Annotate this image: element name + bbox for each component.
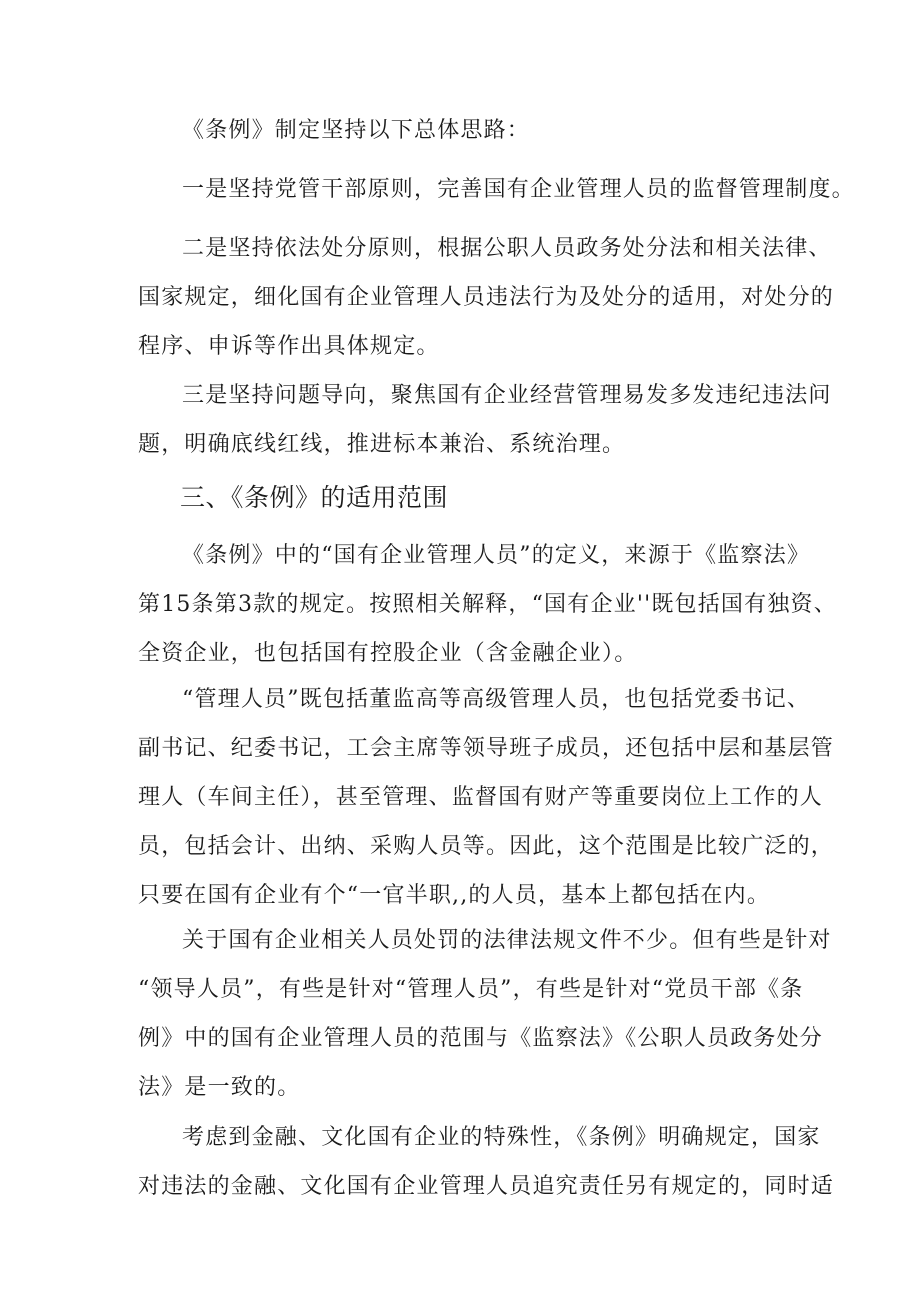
intro-paragraph [138,106,798,155]
text-line: 理人（车间主任），甚至管理、监督国有财产等重要岗位上工作的人 [138,785,824,810]
text-line: 关于国有企业相关人员处罚的法律法规文件不少。但有些是针对 [182,928,832,953]
text-line: 例》中的国有企业管理人员的范围与《监察法》《公职人员政务处分 [138,1026,824,1051]
principle-two-paragraph [138,224,835,371]
text-line: “管理人员”既包括董监高等高级管理人员，也包括党委书记、 [182,687,811,712]
management-personnel-paragraph [138,675,835,920]
principle-one-paragraph [138,165,855,214]
text-line: 第15条第3款的规定。按照相关解释，“国有企业''既包括国有独资、 [138,592,837,617]
scope-definition-paragraph [138,531,837,678]
text-line: 三是坚持问题导向，聚焦国有企业经营管理易发多发违纪违法问 [182,383,832,408]
text-line: 副书记、纪委书记，工会主席等领导班子成员，还包括中层和基层管 [138,736,835,761]
text-line: “领导人员”，有些是针对“管理人员”，有些是针对“党员干部《条 [138,977,804,1002]
text-line: 二是坚持依法处分原则，根据公职人员政务处分法和相关法律、 [182,236,832,261]
text-line: 全资企业，也包括国有控股企业（含金融企业）。 [138,641,638,666]
text-line: 《条例》中的“国有企业管理人员”的定义，来源于《监察法》 [182,543,811,568]
text-line: 只要在国有企业有个“一官半职,,的人员，基本上都包括在内。 [138,883,771,908]
text-line: 《条例》制定坚持以下总体思路： [182,118,531,143]
text-line: 考虑到金融、文化国有企业的特殊性，《条例》明确规定，国家 [182,1125,821,1150]
text-line: 对违法的金融、文化国有企业管理人员追究责任另有规定的，同时适 [138,1174,835,1199]
text-line: 国家规定，细化国有企业管理人员违法行为及处分的适用，对处分的 [138,285,835,310]
special-enterprises-paragraph [138,1113,835,1211]
text-line: 一是坚持党管干部原则，完善国有企业管理人员的监督管理制度。 [182,177,855,202]
regulations-paragraph [138,916,832,1112]
text-line: 员，包括会计、出纳、采购人员等。因此，这个范围是比较广泛的， [138,834,835,859]
section-heading: 三、《条例》的适用范围 [180,483,449,512]
text-line: 程序、申诉等作出具体规定。 [138,334,440,359]
text-line: 法》是一致的。 [138,1075,301,1100]
text-line: 题，明确底线红线，推进标本兼治、系统治理。 [138,432,626,457]
principle-three-paragraph [138,371,832,469]
